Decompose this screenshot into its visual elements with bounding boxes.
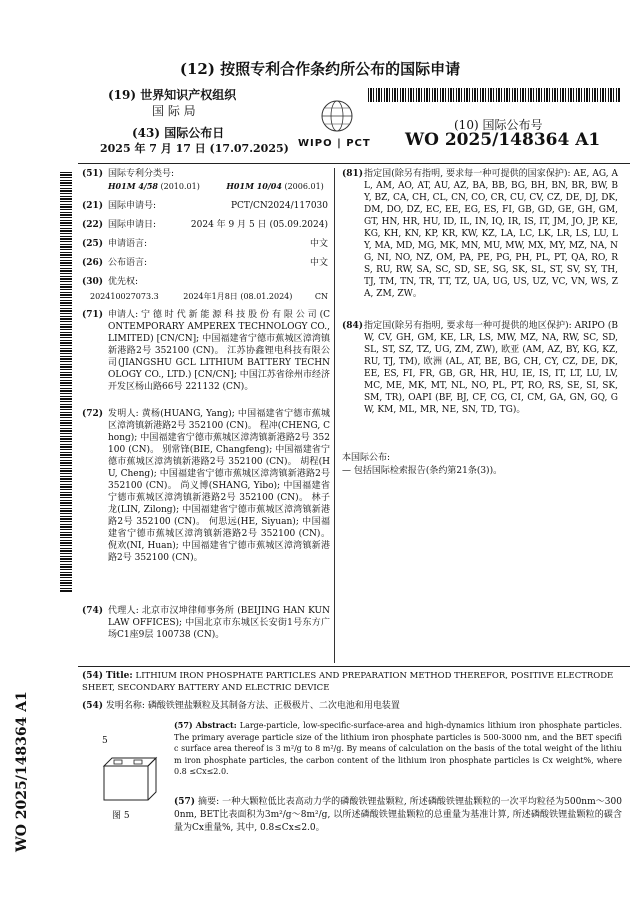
filing-language: 中文 (309, 239, 328, 249)
pubno-value: WO 2025/148364 A1 (405, 130, 601, 150)
abstract-label: Abstract: (195, 720, 237, 730)
title-label: Title: (105, 671, 133, 681)
ipc-code-2: H01M 10/04 (226, 181, 282, 191)
org-code: (19) 世界知识产权组织 (108, 88, 237, 102)
field-22-num: (22) (82, 220, 104, 230)
field-54-num: (54) (82, 671, 104, 681)
field-21-num: (21) (82, 201, 104, 211)
field-21 (82, 200, 328, 212)
priority-country: CN (314, 292, 328, 301)
priority-entry (90, 291, 328, 303)
field-51 (82, 168, 174, 180)
field-57-cn-num: (57) (174, 797, 196, 807)
field-51-num: (51) (82, 169, 104, 179)
document-title: (12) 按照专利合作条约所公布的国际申请 (179, 60, 461, 78)
figure-ref-number: 5 (102, 736, 108, 746)
publication-language: 中文 (309, 258, 328, 268)
side-barcode-graphic (60, 172, 72, 592)
field-84-num: (84) (342, 321, 364, 331)
field-26-num: (26) (82, 258, 104, 268)
field-22 (82, 219, 328, 231)
field-25 (82, 238, 328, 250)
header-divider (78, 163, 630, 164)
priority-app-number: 202410027073.3 (90, 292, 159, 301)
field-74-num: (74) (82, 606, 104, 616)
battery-drawing-icon (98, 752, 162, 804)
field-81-num: (81) (342, 169, 364, 179)
field-25-label: 申请语言: (108, 239, 148, 249)
ipc-date-2: (2006.01) (284, 182, 324, 191)
ipc-date-1: (2010.01) (160, 182, 200, 191)
column-divider (334, 168, 335, 663)
field-21-label: 国际申请号: (108, 201, 157, 211)
field-71-num: (71) (82, 310, 104, 320)
title-cn (82, 700, 622, 712)
priority-date: 2024年1月8日 (08.01.2024) (183, 292, 293, 301)
field-51-label: 国际专利分类号: (108, 169, 175, 179)
abstract-en (174, 720, 622, 778)
org-sub: 国 际 局 (152, 104, 196, 118)
pubno-code: (10) 国际公布号 (454, 118, 543, 132)
published-label: 本国际公布: (342, 453, 391, 463)
pubdate-code: (43) 国际公布日 (132, 126, 225, 140)
designated-states-text: 指定国(除另有指明, 要求每一种可提供的国家保护): AE, AG, AL, AM, AO, AT, AU, AZ, BA, BB, BG, BH, BN, BR, BW, BY, BZ, CA, CH, CL, CN, CO, CR, CU, CV, CZ, DE, DJ, DK, DM, DO, DZ, EC, EE, EG, ES, FI, GB, GD, GE, GH, GM, GT, HN, HR, HU, ID, IL, IN, IQ, IR, IS, IT, JM, JO, JP, KE, KG, KH, KN, KP, KR, KW, KZ, LA, LC, LK, LR, LS, LU, LY, MA, MD, MG, MK, MN, MU, MW, MX, MY, MZ, NA, NG, NI, NO, NZ, OM, PA, PE, PG, PH, PL, PT, QA, RO, RS, RU, RW, SA, SC, SD, SE, SG, SK, SL, ST, SV, SY, TH, TJ, TM, TN, TR, TT, TZ, UA, UG, US, UZ, VC, VN, WS, ZA, ZM, ZW。 (364, 169, 618, 299)
field-57-num: (57) (174, 720, 193, 730)
battery-figure (98, 752, 162, 804)
published-item: — 包括国际检索报告(条约第21条(3))。 (342, 466, 503, 476)
field-54-cn-num: (54) (82, 701, 104, 711)
regional-protection-text: 指定国(除另有指明, 要求每一种可提供的地区保护): ARIPO (BW, CV, GH, GM, KE, LR, LS, MW, MZ, NA, RW, SC, SD, SL, ST, SZ, TZ, UG, ZM, ZW), 欧亚 (AM, AZ, BY, KG, KZ, RU, TJ, TM), 欧洲 (AL, AT, BE, BG, CH, CY, CZ, DE, DK, EE, ES, FI, FR, GB, GR, HR, HU, IE, IS, IT, LT, LU, LV, MC, ME, MK, MT, NL, NO, PL, PT, RO, RS, SE, SI, SK, SM, TR), OAPI (BF, BJ, CF, CG, CI, CM, GA, GN, GQ, GW, KM, ML, MR, NE, SN, TD, TG)。 (364, 321, 618, 415)
filing-date: 2024 年 9 月 5 日 (05.09.2024) (190, 220, 328, 230)
title-en-text: LITHIUM IRON PHOSPHATE PARTICLES AND PREPARATION METHOD THEREFOR, POSITIVE ELECTRODE SHEET, SECONDARY BATTERY AND ELECTRIC DEVICE (82, 671, 614, 693)
application-number: PCT/CN2024/117030 (230, 201, 328, 211)
field-26 (82, 257, 328, 269)
abstract-en-text: Large-particle, low-specific-surface-area and high-dynamics lithium iron phosphate particles. The primary average particle size of the lithium iron phosphate particles is 500-3000 nm, and the BET specific surface area thereof is 3 m²/g to 8 m²/g. By means of calculation on the basis of the total weight of the lithium iron phosphate particles, the carbon content of the lithium iron phosphate particles is Cx weight%, where 0.8 ≤Cx≤2.0. (174, 721, 622, 776)
side-pubno: WO 2025/148364 A1 (14, 691, 30, 852)
field-72-num: (72) (82, 409, 104, 419)
figure-caption: 图 5 (112, 811, 130, 821)
ipc-code-1: H01M 4/58 (108, 181, 158, 191)
abstract-cn (174, 796, 622, 835)
field-30-num: (30) (82, 277, 104, 287)
field-30-label: 优先权: (108, 277, 139, 287)
field-25-num: (25) (82, 239, 104, 249)
title-en (82, 670, 622, 694)
applicants-text: 申请人: 宁 德 时 代 新 能 源 科 技 股 份 有 限 公 司 (CONTEMPORARY AMPEREX TECHNOLOGY CO., LIMITED) [CN/CN]; 中国福建省宁德市蕉城区漳湾镇新港路2号 352100 (CN)。 江苏协鑫锂电科技有限公司(JIANGSHU GCL LITHIUM BATTERY TECHNOLOGY CO., LTD.) [CN/CN]; 中国江苏省徐州市经济开发区杨山路66号 221132 (CN)。 (108, 310, 330, 392)
inventors-text: 发明人: 黄杨(HUANG, Yang); 中国福建省宁德市蕉城区漳湾镇新港路2号 352100 (CN)。 程冲(CHENG, Chong); 中国福建省宁德市蕉城区漳湾镇新港路2号 352100 (CN)。 别常锋(BIE, Changfeng); 中国福建省宁德市蕉城区漳湾镇新港路2号 352100 (CN)。 胡程(HU, Cheng); 中国福建省宁德市蕉城区漳湾镇新港路2号 352100 (CN)。 尚义博(SHANG, Yibo); 中国福建省宁德市蕉城区漳湾镇新港路2号 352100 (CN)。 林子龙(LIN, Zilong); 中国福建省宁德市蕉城区漳湾镇新港路2号 352100 (CN)。 何思远(HE, Siyuan); 中国福建省宁德市蕉城区漳湾镇新港路2号 352100 (CN)。 倪欢(NI, Huan); 中国福建省宁德市蕉城区漳湾镇新港路2号 352100 (CN)。 (108, 409, 330, 563)
title-cn-text: 发明名称: 磷酸铁锂盐颗粒及其制备方法、正极极片、二次电池和用电装置 (105, 701, 400, 711)
agent-text: 代理人: 北京市汉坤律师事务所 (BEIJING HAN KUN LAW OFFICES); 中国北京市东城区长安街1号东方广场C1座9层 100738 (CN)。 (108, 606, 330, 640)
wipo-logo-text: WIPO | PCT (298, 138, 371, 149)
field-22-label: 国际申请日: (108, 220, 157, 230)
pubdate-value: 2025 年 7 月 17 日 (17.07.2025) (100, 142, 289, 155)
field-26-label: 公布语言: (108, 258, 148, 268)
abstract-cn-text: 摘要: 一种大颗粒低比表高动力学的磷酸铁锂盐颗粒, 所述磷酸铁锂盐颗粒的一次平均粒径为500nm～3000nm, BET比表面积为3m²/g～8m²/g, 以所述磷酸铁锂盐颗粒的总重量为基准计算, 所述磷酸铁锂盐颗粒的碳含量为Cx重量%, 其中, 0.8≤Cx≤2.0。 (174, 797, 622, 833)
field-30 (82, 276, 138, 288)
field-51-codes (108, 181, 324, 193)
bottom-divider (78, 666, 630, 667)
barcode-graphic (368, 88, 620, 102)
